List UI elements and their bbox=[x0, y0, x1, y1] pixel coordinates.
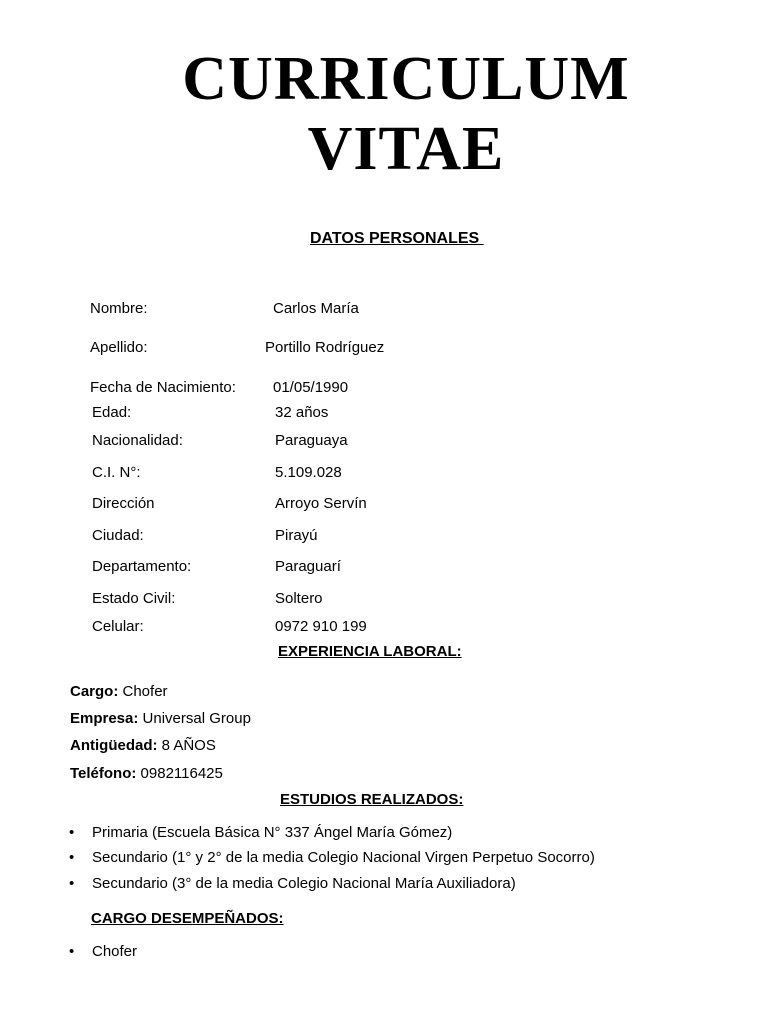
positions-heading: CARGO DESEMPEÑADOS: bbox=[91, 910, 284, 927]
positions-item-text: Chofer bbox=[92, 943, 138, 960]
age-value: 32 años bbox=[275, 404, 329, 421]
address-value: Arroyo Servín bbox=[275, 495, 367, 512]
name-value: Carlos María bbox=[273, 300, 359, 317]
civil-status-value: Soltero bbox=[275, 590, 323, 607]
civil-status-label: Estado Civil: bbox=[92, 590, 176, 607]
surname-value: Portillo Rodríguez bbox=[265, 339, 385, 356]
experience-item-company bbox=[70, 710, 251, 727]
personal-data-heading: DATOS PERSONALES bbox=[310, 230, 484, 247]
positions-list-item bbox=[69, 943, 138, 994]
studies-item-text: Primaria (Escuela Básica N° 337 Ángel María Gómez) bbox=[92, 824, 453, 841]
studies-item-text: Secundario (3° de la media Colegio Nacional María Auxiliadora) bbox=[92, 875, 516, 892]
id-number-value: 5.109.028 bbox=[275, 464, 342, 481]
studies-item-text: Secundario (1° y 2° de la media Colegio Nacional Virgen Perpetuo Socorro) bbox=[92, 849, 595, 866]
experience-seniority-value: 8 AÑOS bbox=[157, 737, 216, 754]
experience-phone-value: 0982116425 bbox=[136, 765, 223, 782]
department-label: Departamento: bbox=[92, 558, 192, 575]
experience-company-value: Universal Group bbox=[138, 710, 251, 727]
nationality-label: Nacionalidad: bbox=[92, 432, 183, 449]
document-title-line-2: VITAE bbox=[307, 115, 505, 183]
department-value: Paraguarí bbox=[275, 558, 341, 575]
surname-label: Apellido: bbox=[90, 339, 148, 356]
experience-item-position bbox=[70, 683, 168, 700]
bullet-icon: • bbox=[69, 824, 75, 841]
experience-company-label: Empresa: bbox=[70, 710, 139, 727]
experience-item-phone bbox=[70, 765, 223, 782]
studies-heading: ESTUDIOS REALIZADOS: bbox=[280, 791, 464, 808]
experience-phone-label: Teléfono: bbox=[70, 765, 137, 782]
document-title-line-1: CURRICULUM bbox=[182, 45, 630, 113]
experience-heading: EXPERIENCIA LABORAL: bbox=[278, 643, 462, 660]
age-label: Edad: bbox=[92, 404, 132, 421]
phone-value: 0972 910 199 bbox=[275, 618, 367, 635]
experience-item-seniority bbox=[70, 737, 216, 754]
nationality-value: Paraguaya bbox=[275, 432, 348, 449]
experience-position-label: Cargo: bbox=[70, 683, 119, 700]
city-value: Pirayú bbox=[275, 527, 318, 544]
name-label: Nombre: bbox=[90, 300, 148, 317]
bullet-icon: • bbox=[69, 875, 75, 892]
id-number-label: C.I. N°: bbox=[92, 464, 141, 481]
bullet-icon: • bbox=[69, 849, 75, 866]
bullet-icon: • bbox=[69, 943, 75, 960]
birthdate-value: 01/05/1990 bbox=[273, 379, 349, 396]
address-label: Dirección bbox=[92, 495, 155, 512]
birthdate-label: Fecha de Nacimiento: bbox=[90, 379, 236, 396]
phone-label: Celular: bbox=[92, 618, 144, 635]
experience-seniority-label: Antigüedad: bbox=[70, 737, 158, 754]
experience-position-value: Chofer bbox=[118, 683, 168, 700]
city-label: Ciudad: bbox=[92, 527, 144, 544]
